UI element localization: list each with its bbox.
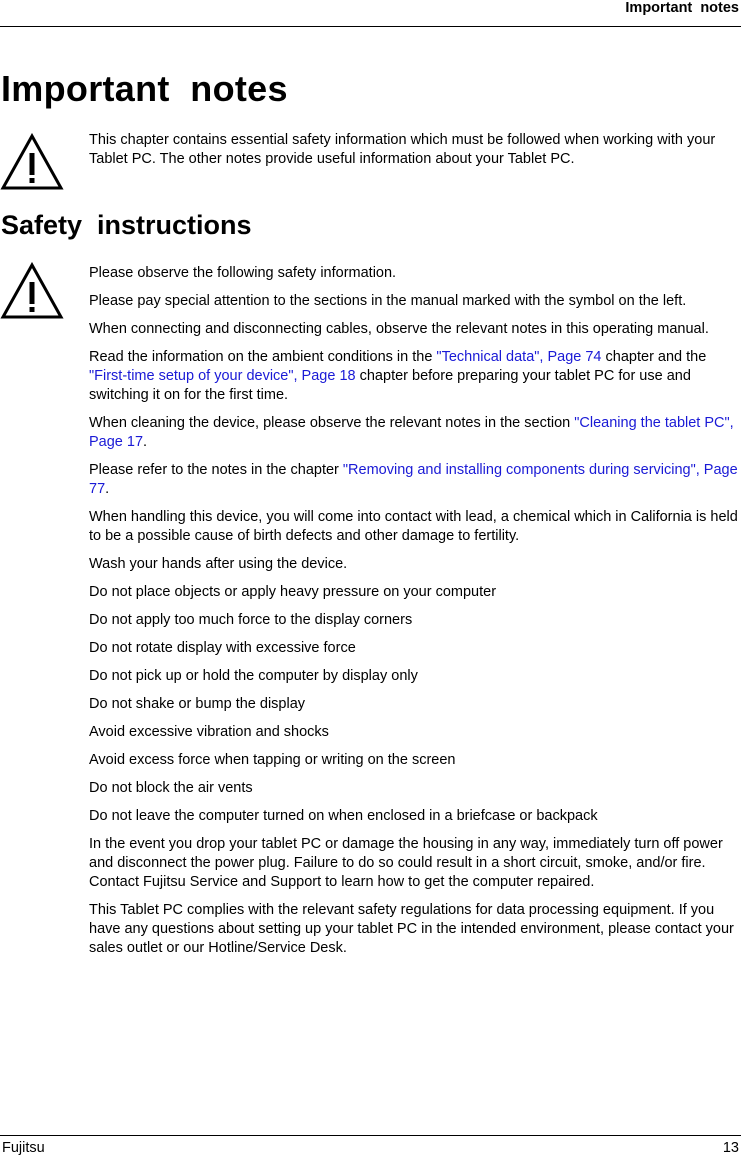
paragraph: When handling this device, you will come into contact with lead, a chemical which in California is held to be a possible cause of birth defects and other damage to fertility. bbox=[89, 509, 738, 544]
text: chapter before preparing your tablet PC for use and switching it on for the first time. bbox=[89, 368, 691, 403]
paragraph-cleaning bbox=[89, 414, 741, 452]
paragraph-servicing bbox=[89, 461, 741, 499]
warning-icon bbox=[0, 133, 64, 191]
paragraph: Please pay special attention to the sections in the manual marked with the symbol on the left. bbox=[89, 293, 687, 309]
paragraph: Do not rotate display with excessive force bbox=[89, 640, 356, 656]
safety-instructions-body bbox=[89, 264, 741, 967]
warning-icon bbox=[0, 262, 64, 320]
servicing-link[interactable]: "Removing and installing components during servicing", Page 77 bbox=[89, 462, 738, 497]
text: chapter and the bbox=[601, 349, 707, 365]
paragraph: When connecting and disconnecting cables, observe the relevant notes in this operating manual. bbox=[89, 321, 709, 337]
cleaning-link[interactable]: "Cleaning the tablet PC", Page 17 bbox=[89, 415, 734, 450]
page-number: 13 bbox=[722, 1140, 739, 1156]
intro-text: This chapter contains essential safety information which must be followed when working with your Tablet PC. The other notes provide useful information about your Tablet PC. bbox=[89, 132, 716, 167]
paragraph: Do not block the air vents bbox=[89, 780, 253, 796]
chapter-title: Important notes bbox=[1, 68, 288, 109]
paragraph-ambient-conditions bbox=[89, 348, 741, 405]
paragraph: Wash your hands after using the device. bbox=[89, 556, 348, 572]
technical-data-link[interactable]: "Technical data", Page 74 bbox=[436, 349, 602, 365]
paragraph: Do not shake or bump the display bbox=[89, 696, 306, 712]
first-time-setup-link[interactable]: "First-time setup of your device", Page 18 bbox=[89, 368, 356, 384]
paragraph: Avoid excessive vibration and shocks bbox=[89, 724, 329, 740]
footer-brand: Fujitsu bbox=[2, 1140, 45, 1156]
text: Please refer to the notes in the chapter bbox=[89, 462, 343, 478]
page-header bbox=[0, 0, 741, 27]
text: . bbox=[105, 481, 110, 497]
paragraph: Do not pick up or hold the computer by display only bbox=[89, 668, 418, 684]
paragraph: This Tablet PC complies with the relevant safety regulations for data processing equipment. If you have any questions about setting up your tablet PC in the intended environment, please contact your sales outlet or our Hotline/Service Desk. bbox=[89, 902, 734, 956]
paragraph: In the event you drop your tablet PC or damage the housing in any way, immediately turn off power and disconnect the power plug. Failure to do so could result in a short circuit, smoke, and/or fire. Contact Fujitsu Service and Support to learn how to get the computer repaired. bbox=[89, 836, 723, 890]
text: . bbox=[143, 434, 148, 450]
section-title: Safety instructions bbox=[1, 210, 252, 240]
text: When cleaning the device, please observe the relevant notes in the section bbox=[89, 415, 575, 431]
header-title: Important notes bbox=[625, 0, 739, 16]
paragraph: Do not leave the computer turned on when enclosed in a briefcase or backpack bbox=[89, 808, 598, 824]
text: Read the information on the ambient conditions in the bbox=[89, 349, 437, 365]
paragraph: Do not place objects or apply heavy pressure on your computer bbox=[89, 584, 497, 600]
paragraph: Please observe the following safety information. bbox=[89, 265, 397, 281]
page-footer bbox=[0, 1135, 741, 1156]
paragraph: Avoid excess force when tapping or writing on the screen bbox=[89, 752, 456, 768]
paragraph: Do not apply too much force to the display corners bbox=[89, 612, 413, 628]
